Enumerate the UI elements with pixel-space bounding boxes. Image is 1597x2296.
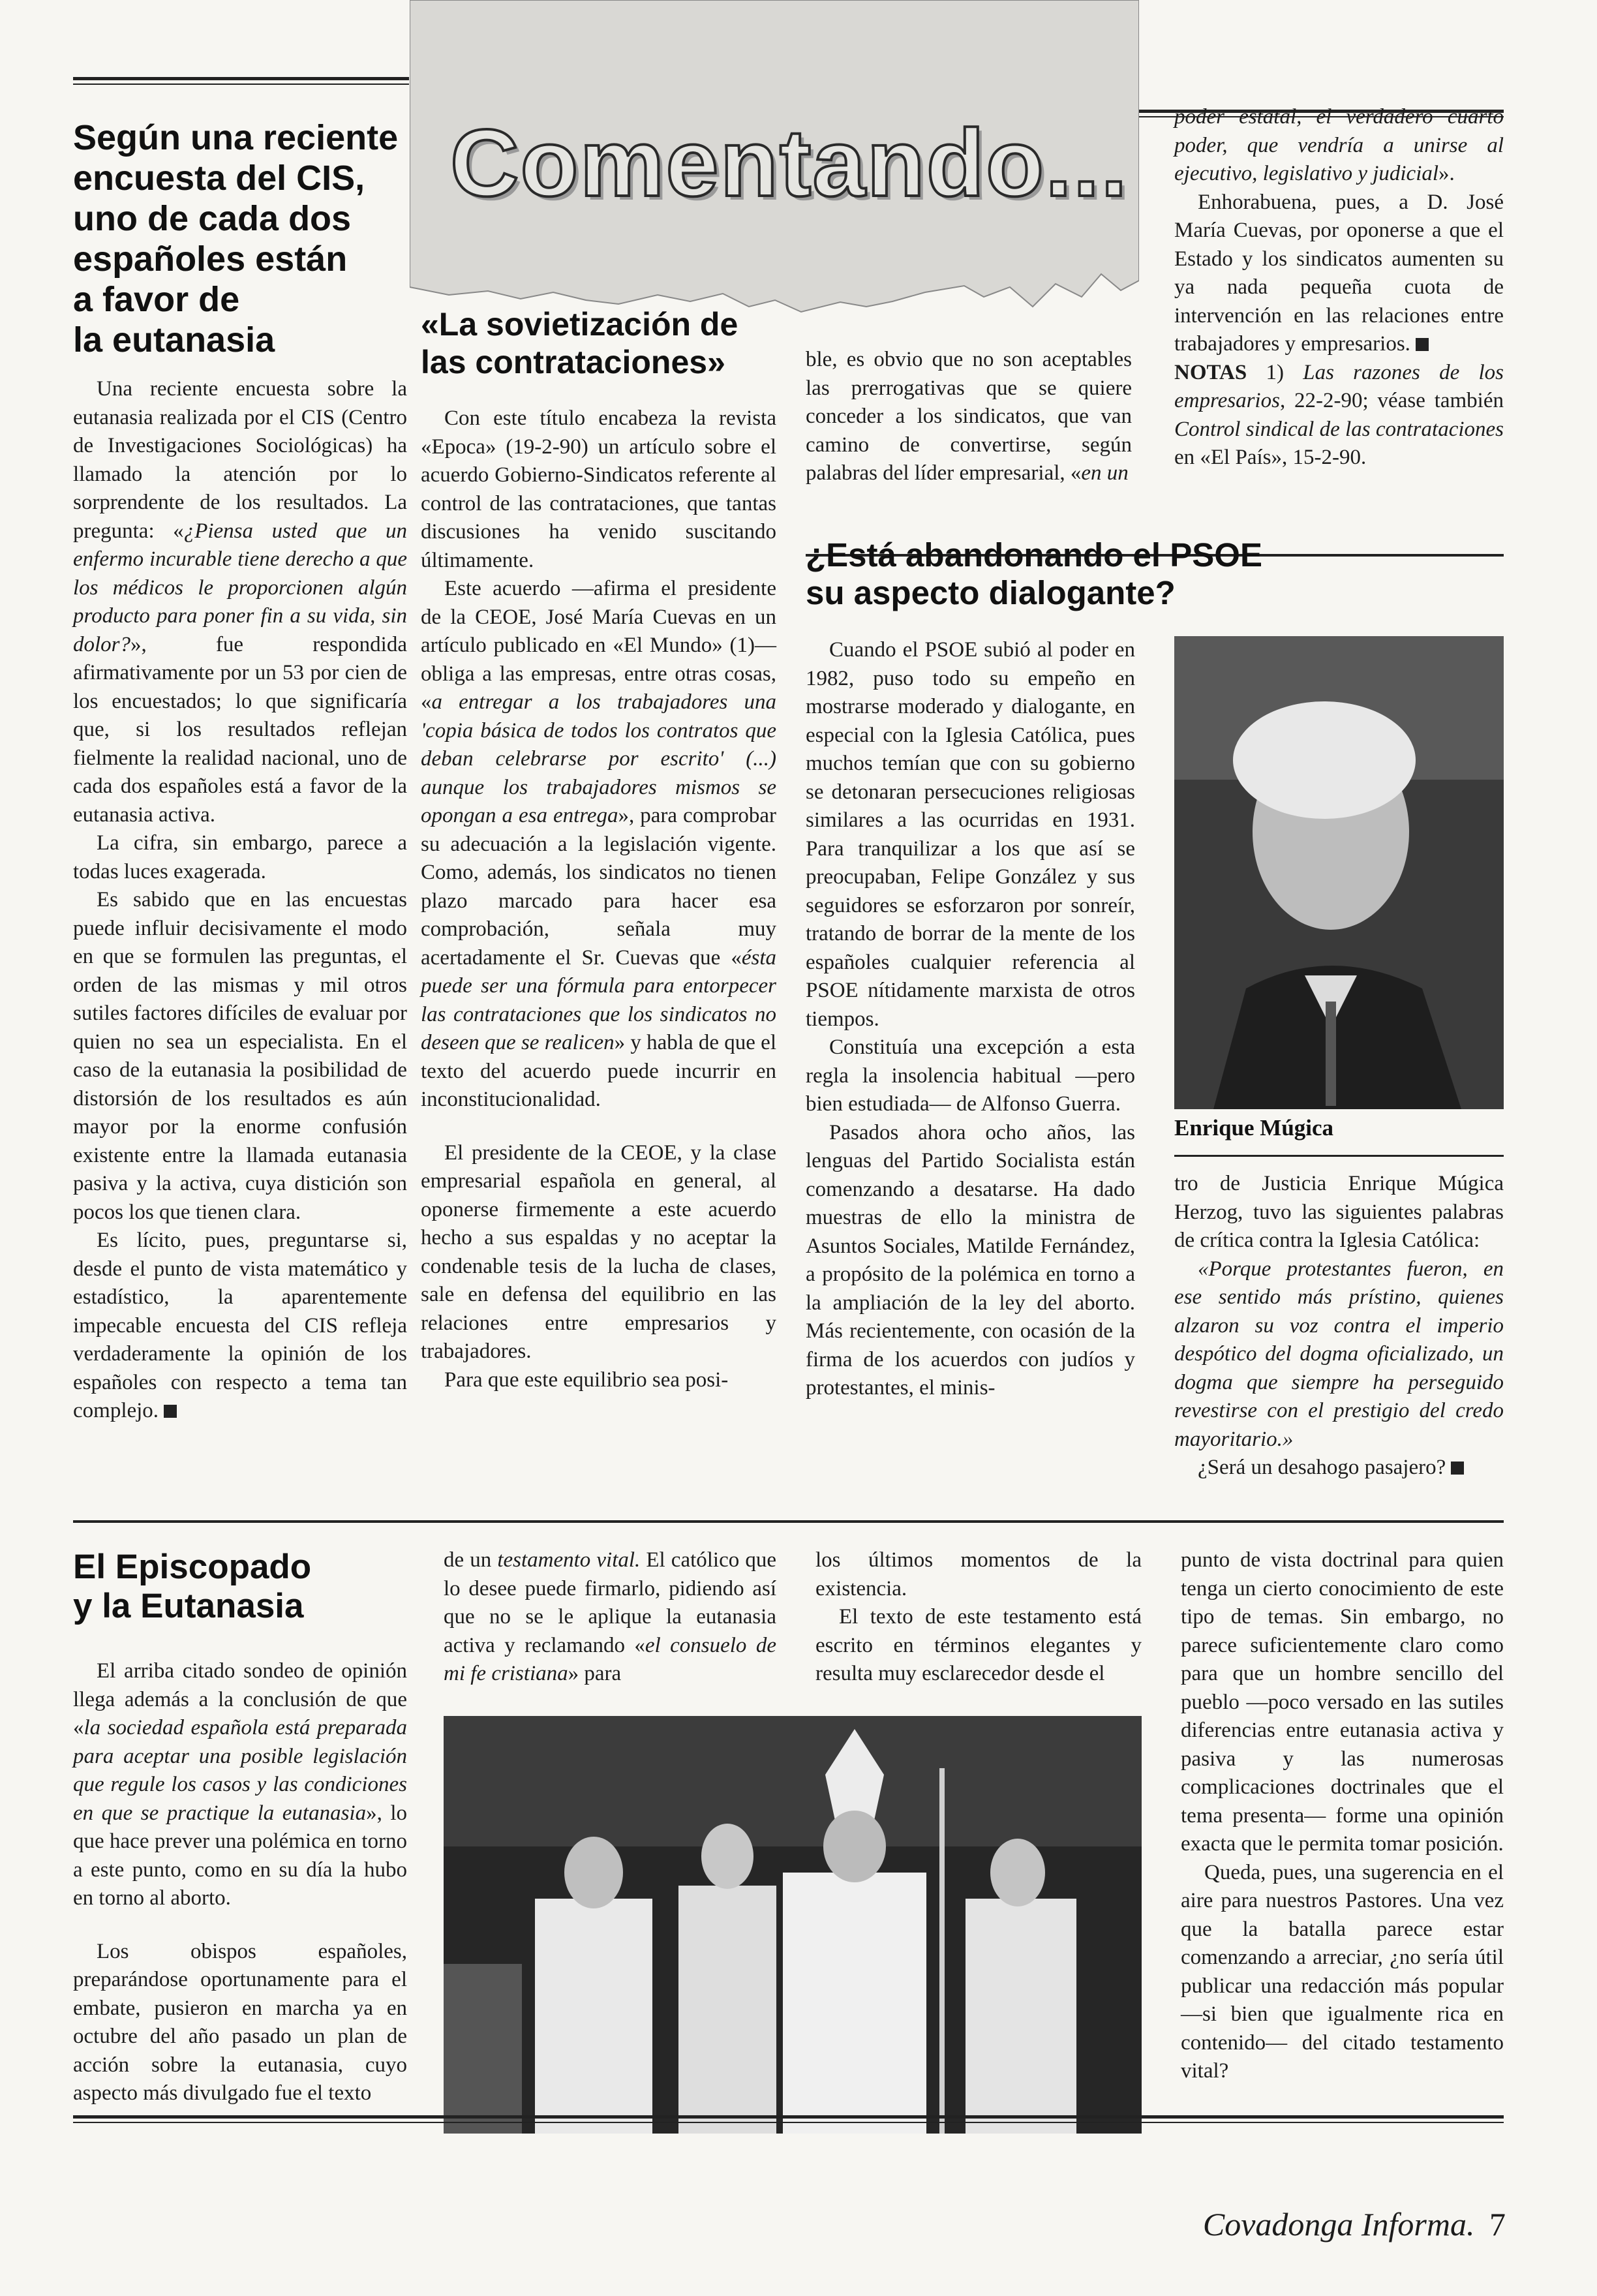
article3-col1 xyxy=(806,636,1135,1403)
article2-p1: Con este título encabeza la revista «Epoca» (19-2-90) un artículo sobre el acuerdo Gobierno-Sindicatos referente al control de las contrataciones, que tantas discusiones ha venido suscitando últimamente. xyxy=(421,406,776,572)
article2-headline: «La sovietización de las contrataciones» xyxy=(421,306,738,380)
article2-cont: ble, es obvio que no son aceptables las prerrogativas que se quiere conceder a los sindicatos, que van camino de convertirse, según palabras del líder empresarial, «en un xyxy=(806,348,1132,485)
article3-p1: Cuando el PSOE subió al poder en 1982, puso todo su empeño en mostrarse moderado y dialogante, en especial con la Iglesia Católica, pues muchos temían que con su gobierno se detonaran persecuciones religiosas similares a las ocurridas en 1931. Para tranquilizar a los que así se preocupaban, Felipe González y sus seguidores se esforzaron por sonreír, tratando de borrar de la mente de los españoles cualquier referencia al PSOE nítidamente marxista de otros tiempos. xyxy=(806,638,1135,1031)
caption-rule xyxy=(1174,1155,1504,1157)
article4-cont5: Queda, pues, una sugerencia en el aire para nuestros Pastores. Una vez que la batalla parece estar comenzando a arreciar, ¿no sería útil publicar una redacción más popular —si bien que igualmente rica en contenido— del citado testamento vital? xyxy=(1181,1860,1504,2083)
article2-cont3: Enhorabuena, pues, a D. José María Cuevas, por oponerse a que el Estado y los sindicatos aumenten su ya nada pequeña cuota de intervención en las relaciones entre trabajadores y empresarios. xyxy=(1174,190,1504,356)
bottom-rule xyxy=(73,2115,1504,2123)
photo-caption: Enrique Múgica xyxy=(1174,1115,1334,1140)
article3-cont: tro de Justicia Enrique Múgica Herzog, tuvo las siguientes palabras de crítica contra la Iglesia Católica: xyxy=(1174,1172,1504,1252)
article1-body xyxy=(73,375,407,1426)
article4-col3 xyxy=(815,1546,1142,1689)
article1-p3: Es sabido que en las encuestas puede influir decisivamente el modo en que se formulen las preguntas, el orden de las mismas y mil otros sutiles factores difíciles de evaluar por quien no sea un especialista. En el caso de la eutanasia la posibilidad de distorsión de los resultados es aún mayor por la enorme confusión existente entre la llamada eutanasia pasiva y la activa, cuya distición son pocos los que tienen clara. xyxy=(73,888,407,1224)
article2-notes: NOTAS 1) Las razones de los empresarios, 22-2-90; véase también Control sindical de las contrataciones en «El País», 15-2-90. xyxy=(1174,360,1504,469)
article2-col1 xyxy=(421,405,776,1394)
article1-headline: Según una reciente encuesta del CIS, uno de cada dos españoles están a favor de la eutanasia xyxy=(73,118,399,360)
article4-p2: Los obispos españoles, preparándose oportunamente para el embate, pusieron en marcha ya en octubre del año pasado un plan de acción sobre la eutanasia, cuyo aspecto más divulgado fue el texto xyxy=(73,1939,407,2105)
footer xyxy=(1203,2205,1506,2243)
article4-cont: de un testamento vital. El católico que lo desee puede firmarlo, pidiendo así que no se le aplique la eutanasia activa y reclamando «el consuelo de mi fe cristiana» para xyxy=(444,1548,776,1685)
footer-publication: Covadonga Informa. xyxy=(1202,2206,1475,2242)
footer-page-number: 7 xyxy=(1489,2206,1506,2242)
article4-cont4: punto de vista doctrinal para quien tenga un cierto conocimiento de este tipo de temas. Sin embargo, no parece suficientemente claro como para que un hombre sencillo del pueblo —poco versado en las sutiles diferencias entre eutanasia activa y pasiva y las numerosas complicaciones doctrinales que el tema presenta— forme una opinión exacta que le permita tomar posición. xyxy=(1181,1548,1504,1856)
article2-p3: El presidente de la CEOE, y la clase empresarial española en general, al oponerse firmemente a este acuerdo hecho a sus espaldas y no aceptar la condenable tesis de la lucha de clases, sale en defensa del equilibrio en las relaciones entre empresarios y trabajadores. xyxy=(421,1140,776,1363)
article4-cont3: El texto de este testamento está escrito en términos elegantes y resulta muy esclarecedor desde el xyxy=(815,1605,1142,1685)
banner-title: Comentando... xyxy=(450,110,1129,216)
article1-p2: La cifra, sin embargo, parece a todas luces exagerada. xyxy=(73,831,407,883)
procession-illustration xyxy=(444,1716,1142,2134)
article2-col2 xyxy=(806,346,1132,488)
article1-p4: Es lícito, pues, preguntarse si, desde el punto de vista matemático y estadístico, la aparentemente impecable encuesta del CIS refleja verdaderamente la opinión de los españoles con respecto a tema tan complejo. xyxy=(73,1229,407,1422)
article4-p1: El arriba citado sondeo de opinión llega además a la conclusión de que «la sociedad española está preparada para aceptar una posible legislación que regule los casos y las condiciones en que se practique la eutanasia», lo que hace prever una polémica en torno a este punto, como en su día la hubo en torno al aborto. xyxy=(73,1659,407,1910)
end-mark-icon xyxy=(164,1405,177,1418)
end-mark-icon xyxy=(1416,338,1429,351)
article2-p2: Este acuerdo —afirma el presidente de la CEOE, José María Cuevas en un artículo publicado en «El Mundo» (1)— obliga a las empresas, entre otras cosas, «a entregar a los trabajadores una 'copia básica de todos los contratos que deban celebrarse por escrito' (...) aunque los trabajadores mismos se opongan a esa entrega», para comprobar su adecuación a la legislación vigente. Como, además, los sindicatos no tienen plazo marcado para hacer esa comprobación, señala muy acertadamente el Sr. Cuevas que «ésta puede ser una fórmula para entorpecer las contrataciones que los sindicatos no deseen que se realicen» y habla de que el texto del acuerdo puede incurrir en inconstitucionalidad. xyxy=(421,577,776,1111)
middle-rule xyxy=(73,1520,1504,1523)
article4-cont2: los últimos momentos de la existencia. xyxy=(815,1548,1142,1600)
article3-quote: «Porque protestantes fueron, en ese sentido más prístino, quienes alzaron su voz contra el imperio despótico del dogma oficializado, un dogma que siempre ha perseguido revestirse con el prestigio del credo mayoritario.» xyxy=(1174,1257,1504,1451)
article3-end: ¿Será un desahogo pasajero? xyxy=(1174,1454,1504,1482)
article3-p3: Pasados ahora ocho años, las lenguas del Partido Socialista están comenzando a desatarse. Ha dado muestras de ello la ministra de Asuntos Sociales, Matilde Fernández, a propósito de la polémica en torno a la ampliación de la ley del aborto. Más recientemente, con ocasión de la firma de los acuerdos con judíos y protestantes, el minis- xyxy=(806,1120,1135,1400)
article3-col2 xyxy=(1174,1170,1504,1482)
article4-headline: El Episcopado y la Eutanasia xyxy=(73,1548,312,1625)
article1-p1: Una reciente encuesta sobre la eutanasia realizada por el CIS (Centro de Investigaciones Sociológicas) ha llamado la atención por lo sorprendente de los resultados. La pregunta: «¿Piensa usted que un enfermo incurable tiene derecho a que los médicos le proporcionen algún producto para poner fin a su vida, sin dolor?», fue respondida afirmativamente por un 53 por cien de los encuestados; lo que significaría que, si los resultados reflejan fielmente la realidad nacional, uno de cada dos españoles está a favor de la eutanasia activa. xyxy=(73,377,407,827)
end-mark-icon xyxy=(1451,1462,1464,1475)
article3-title: ¿Está abandonando el PSOE su aspecto dialogante? xyxy=(806,536,1262,611)
article2-col3 xyxy=(1174,103,1504,472)
article4-col1 xyxy=(73,1657,407,2108)
article2-cont2: poder estatal, el verdadero cuarto poder, que vendría a unirse al ejecutivo, legislativo y judicial». xyxy=(1174,105,1504,185)
article2-p4: Para que este equilibrio sea posi- xyxy=(444,1368,729,1392)
portrait-illustration xyxy=(1174,636,1504,1109)
photo-procession xyxy=(444,1716,1142,2134)
article3-p2: Constituía una excepción a esta regla la insolencia habitual —pero bien estudiada— de Alfonso Guerra. xyxy=(806,1035,1135,1116)
article4-col2 xyxy=(444,1546,776,1689)
article4-col4 xyxy=(1181,1546,1504,2086)
photo-enrique-mugica xyxy=(1174,636,1504,1109)
top-rule-left xyxy=(73,77,409,85)
